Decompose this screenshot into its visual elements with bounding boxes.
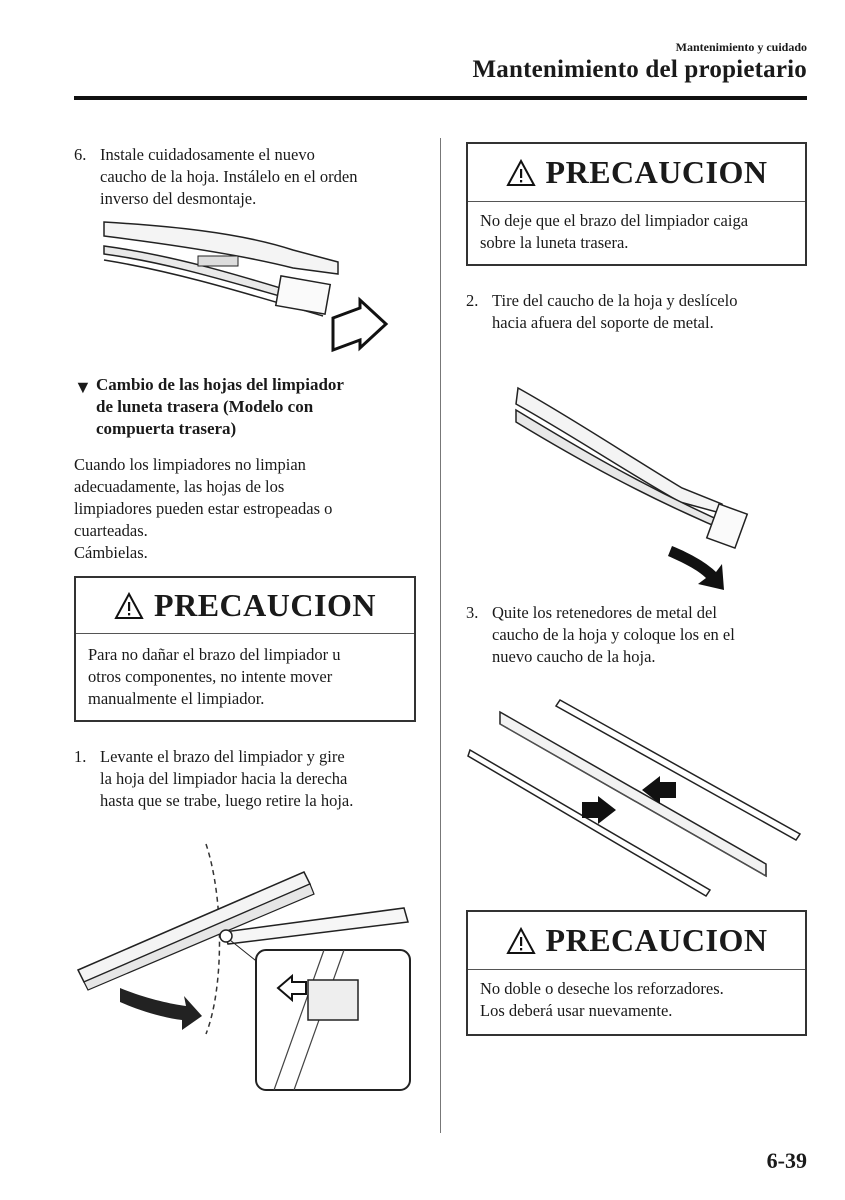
step-line: la hoja del limpiador hacia la derecha	[100, 769, 348, 788]
caution-header	[468, 144, 805, 202]
caution-header	[468, 912, 805, 970]
caution-line: Para no dañar el brazo del limpiador u	[88, 645, 341, 664]
header-rule	[74, 96, 807, 100]
caution-box	[466, 142, 807, 266]
caution-line: No deje que el brazo del limpiador caiga	[480, 211, 749, 230]
step-1	[74, 746, 424, 816]
step-line: Quite los retenedores de metal del	[492, 603, 717, 622]
page-title: Mantenimiento del propietario	[472, 56, 807, 83]
step-text	[492, 602, 735, 668]
paragraph-line: cuarteadas.	[74, 521, 148, 540]
page-number: 6-39	[766, 1148, 807, 1173]
paragraph-line: Cámbielas.	[74, 543, 148, 562]
step-line: Levante el brazo del limpiador y gire	[100, 747, 345, 766]
step-line: inverso del desmontaje.	[100, 189, 257, 208]
caution-text	[468, 970, 805, 1032]
step-line: nuevo caucho de la hoja.	[492, 647, 656, 666]
step-line: caucho de la hoja. Instálelo en el orden	[100, 167, 358, 186]
caution-box	[74, 576, 416, 722]
column-divider	[440, 138, 441, 1133]
header-section: Mantenimiento y cuidado	[675, 40, 807, 54]
step-line: Tire del caucho de la hoja y deslícelo	[492, 291, 738, 310]
subheading	[74, 374, 424, 444]
subheading-text	[96, 374, 344, 440]
caution-text	[76, 634, 414, 720]
caution-line: otros componentes, no intente mover	[88, 667, 333, 686]
step-text	[100, 746, 353, 812]
step-number: 6.	[74, 145, 87, 164]
wiper-arm-rotation-illustration	[74, 838, 416, 1098]
blade-install-illustration	[98, 212, 398, 362]
caution-title: PRECAUCION	[154, 587, 376, 623]
step-6	[74, 144, 424, 214]
step-line: hacia afuera del soporte de metal.	[492, 313, 714, 332]
warning-triangle-icon	[506, 927, 536, 955]
caution-title: PRECAUCION	[545, 922, 768, 958]
subheading-line: Cambio de las hojas del limpiador	[96, 375, 344, 394]
section-marker-icon: ▼	[74, 377, 92, 397]
step-text	[492, 290, 737, 334]
intro-paragraph	[74, 454, 424, 564]
blade-rubber-removal-illustration	[512, 358, 752, 598]
subheading-line: de luneta trasera (Modelo con	[96, 397, 314, 416]
step-text	[100, 144, 357, 210]
caution-text	[468, 202, 805, 264]
warning-triangle-icon	[114, 592, 144, 620]
caution-title: PRECAUCION	[545, 154, 768, 190]
caution-header	[76, 578, 414, 634]
caution-line: manualmente el limpiador.	[88, 689, 265, 708]
step-number: 1.	[74, 747, 87, 766]
step-2	[466, 290, 811, 338]
caution-line: sobre la luneta trasera.	[480, 233, 629, 252]
warning-triangle-icon	[506, 159, 536, 187]
metal-retainers-illustration	[466, 694, 806, 898]
step-line: caucho de la hoja y coloque los en el	[492, 625, 735, 644]
caution-line: Los deberá usar nuevamente.	[480, 1001, 673, 1020]
step-3	[466, 602, 811, 672]
paragraph-line: limpiadores pueden estar estropeadas o	[74, 499, 333, 518]
subheading-line: compuerta trasera)	[96, 419, 237, 438]
step-number: 3.	[466, 603, 479, 622]
caution-line: No doble o deseche los reforzadores.	[480, 979, 724, 998]
step-line: hasta que se trabe, luego retire la hoja.	[100, 791, 354, 810]
paragraph-line: adecuadamente, las hojas de los	[74, 477, 285, 496]
step-line: Instale cuidadosamente el nuevo	[100, 145, 315, 164]
paragraph-line: Cuando los limpiadores no limpian	[74, 455, 306, 474]
step-number: 2.	[466, 291, 479, 310]
caution-box	[466, 910, 807, 1036]
